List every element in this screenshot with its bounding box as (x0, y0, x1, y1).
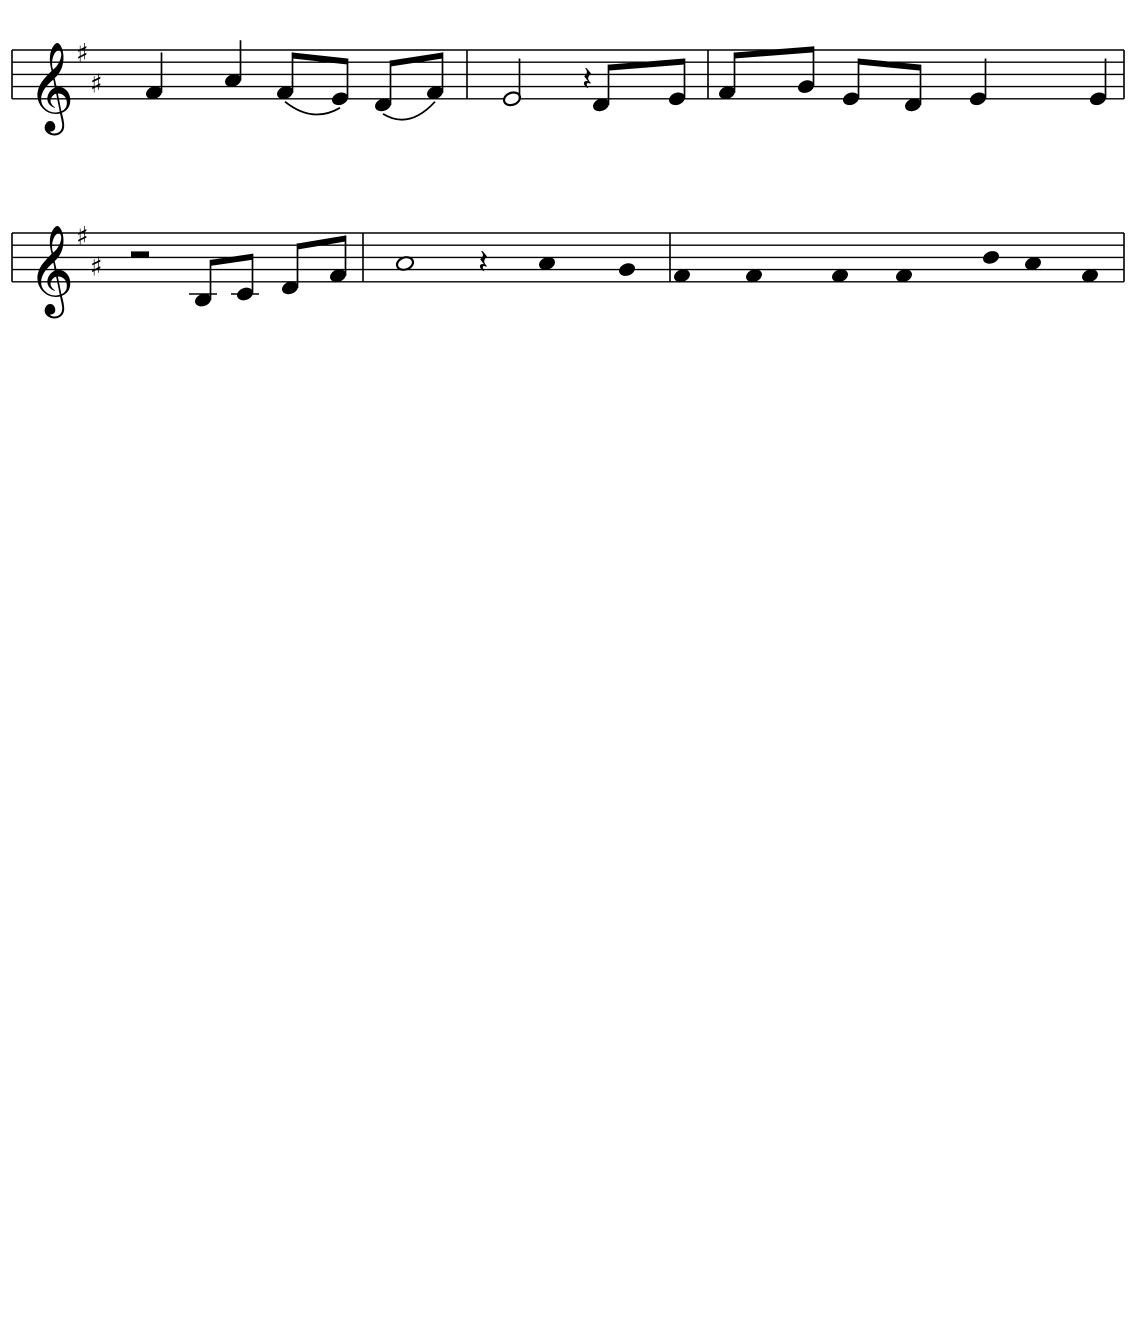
beam (609, 59, 685, 71)
musical-notation (131, 40, 1108, 308)
beam (298, 235, 346, 249)
sharp-icon: ♯ (90, 69, 103, 100)
staff-system (12, 222, 1124, 319)
sharp-icon: ♯ (76, 222, 89, 252)
treble-clef-icon: 𝄞 (28, 41, 75, 132)
beam (859, 59, 921, 71)
sharp-icon: ♯ (76, 39, 89, 69)
notehead (617, 261, 637, 278)
treble-clef-icon: 𝄞 (28, 224, 75, 315)
beam (211, 254, 253, 266)
beam (735, 46, 814, 58)
notehead (981, 249, 1001, 266)
beam (391, 52, 443, 66)
slur (285, 102, 340, 115)
quarter-rest-icon: 𝄽 (582, 59, 593, 100)
staves (12, 39, 1124, 319)
quarter-rest-icon: 𝄽 (478, 242, 489, 283)
staff-system (12, 39, 1124, 136)
sharp-icon: ♯ (90, 252, 103, 283)
half-rest-icon (131, 251, 149, 257)
